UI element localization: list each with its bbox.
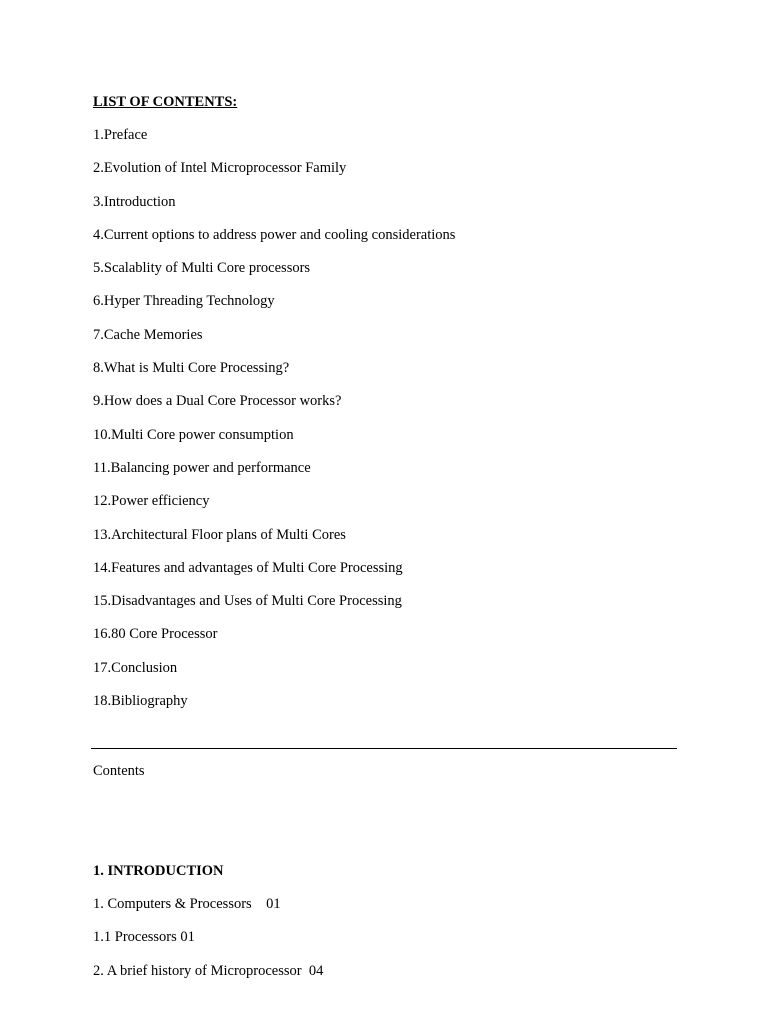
section-item: 2. A brief history of Microprocessor 04 [93,962,324,979]
toc-item: 17.Conclusion [93,659,178,676]
horizontal-divider [91,748,677,749]
toc-item: 16.80 Core Processor [93,626,218,643]
toc-item: 9.How does a Dual Core Processor works? [93,393,342,410]
toc-item: 12.Power efficiency [93,493,210,510]
section-contents-list [93,895,323,995]
toc-item: 6.Hyper Threading Technology [93,293,275,310]
toc-item: 14.Features and advantages of Multi Core Processing [93,559,403,576]
toc-item: 18.Bibliography [93,693,188,710]
list-of-contents-heading: LIST OF CONTENTS: [93,94,238,110]
section-item: 1. Computers & Processors 01 [93,896,281,912]
contents-label: Contents [93,763,145,779]
toc-item: 5.Scalablity of Multi Core processors [93,260,311,277]
section-item: 1.1 Processors 01 [93,929,195,946]
toc-item: 7.Cache Memories [93,326,203,343]
toc-item: 15.Disadvantages and Uses of Multi Core Processing [93,593,402,610]
list-of-contents [93,126,455,725]
toc-item: 4.Current options to address power and cooling considerations [93,226,456,243]
toc-item: 1.Preface [93,127,148,143]
toc-item: 3.Introduction [93,193,176,210]
toc-item: 2.Evolution of Intel Microprocessor Family [93,160,347,177]
toc-item: 11.Balancing power and performance [93,459,311,476]
section-title: 1. INTRODUCTION [93,863,224,879]
toc-item: 13.Architectural Floor plans of Multi Cores [93,526,346,543]
toc-item: 8.What is Multi Core Processing? [93,360,290,377]
toc-item: 10.Multi Core power consumption [93,426,294,443]
